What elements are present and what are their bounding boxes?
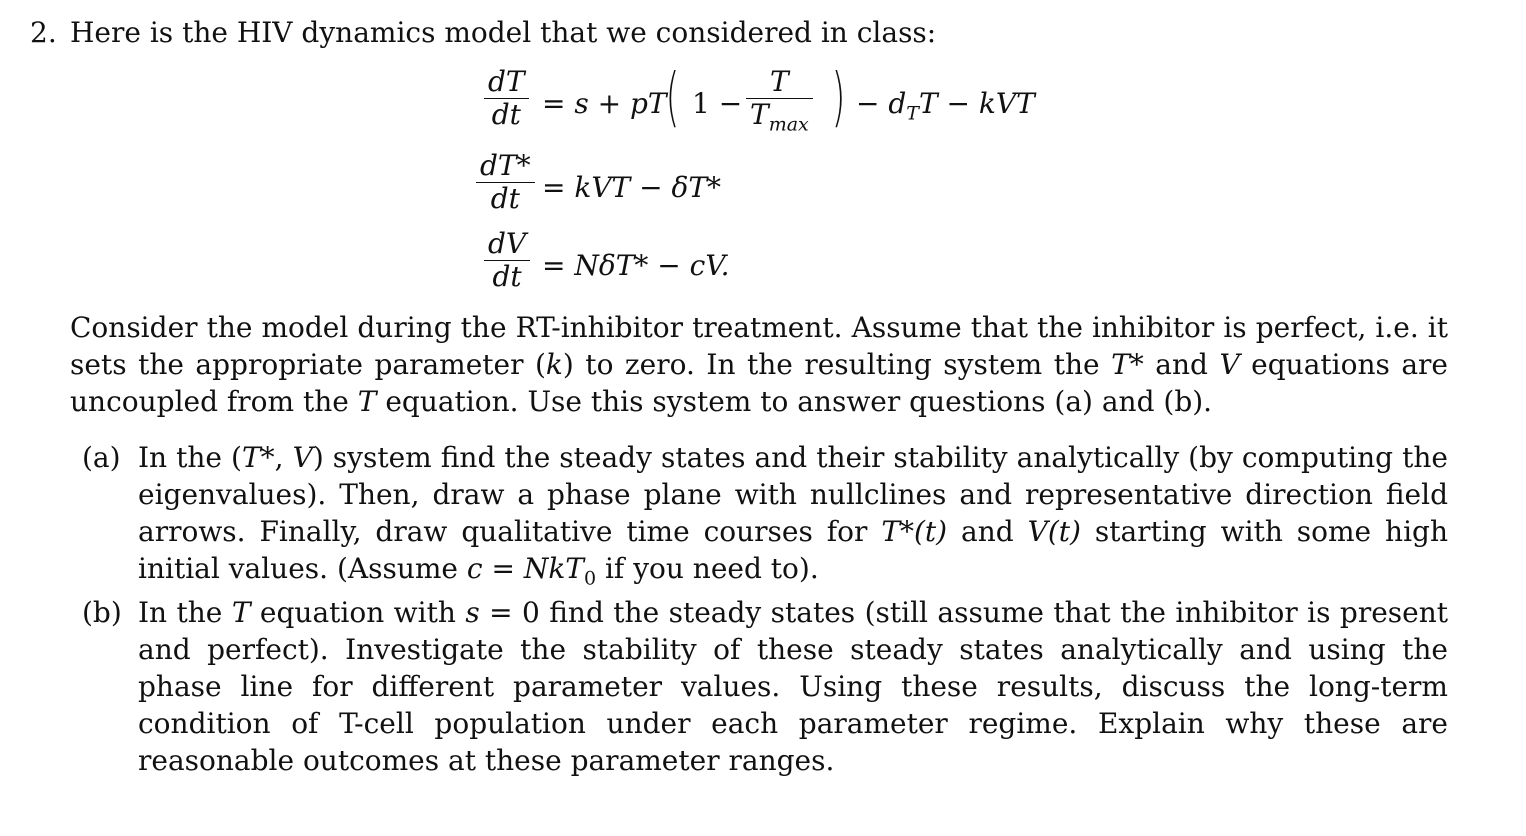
part-b-text: equation with	[250, 596, 466, 629]
eq1-lhs-fraction	[484, 66, 529, 131]
paragraph-text: equations are uncoupled	[70, 348, 1449, 418]
math-s: s	[465, 596, 480, 629]
eq3-rhs: = NδT* − cV.	[542, 249, 730, 282]
paragraph-line-1: Consider the model during the RT-inhibitor treatment. Assume that the inhibitor is perfect, i.e. it sets	[70, 311, 1448, 381]
eq2-lhs-denominator: dt	[490, 182, 520, 215]
math-t: T	[357, 385, 377, 418]
eq1-one-minus: 1 −	[692, 87, 743, 120]
math-k: k	[545, 348, 563, 381]
left-paren: (	[665, 61, 680, 135]
math-sub-0: 0	[583, 567, 597, 590]
part-a	[82, 439, 1448, 590]
question-number: 2.	[30, 16, 57, 49]
eq3-lhs-denominator: dt	[492, 260, 522, 293]
math-v: V	[292, 441, 313, 474]
inner-den-T: T	[750, 98, 769, 131]
eq1-rhs-end	[856, 87, 1035, 125]
eq1-post-sub: T	[906, 102, 919, 125]
eq2-rhs: = kVT − δT*	[542, 171, 722, 204]
paragraph-text: the appropriate parameter (	[138, 348, 546, 381]
right-paren: )	[831, 61, 846, 135]
inner-den-sub: max	[768, 113, 809, 136]
intro-text: Here is the HIV dynamics model that we considered in class:	[70, 16, 937, 49]
part-a-body	[138, 439, 1448, 590]
eq2-lhs-numerator: dT*	[480, 149, 531, 182]
eq1-lhs-denominator: dt	[491, 98, 521, 131]
eq3-lhs-numerator: dV	[488, 227, 527, 260]
part-b-label: (b)	[82, 596, 122, 629]
eq2-lhs-fraction	[476, 150, 535, 215]
paragraph-text: from the	[226, 385, 358, 418]
part-a-label: (a)	[82, 441, 121, 474]
part-a-text: ) system find the steady states and their stability analytically (by computing the eigenvalues). Then, draw a phase plane with nullclines and representative direction field arrows. Finally, draw qualitative time courses for	[138, 441, 1448, 548]
paragraph-text: equation. Use this system to answer questions (a) and (b).	[376, 385, 1213, 418]
eq1-lhs-numerator: dT	[488, 65, 525, 98]
math-v: V	[1219, 348, 1240, 381]
math-t: T	[231, 596, 251, 629]
eq1-rhs-start: = s + pT	[542, 87, 667, 120]
part-b-text: In the	[138, 596, 232, 629]
math-tstar: T*	[1111, 348, 1144, 381]
part-a-text: starting with some high initial values. (Assume	[138, 515, 1448, 585]
question-intro	[30, 14, 936, 51]
part-a-text: ,	[274, 441, 293, 474]
treatment-paragraph	[70, 309, 1448, 420]
eq1-inner-denominator	[746, 98, 813, 136]
eq1-inner-fraction	[746, 65, 813, 136]
paragraph-text: ) to zero. In the resulting system the	[562, 348, 1112, 381]
part-b	[82, 594, 1448, 779]
paragraph-text: and	[1143, 348, 1220, 381]
eq1-post-a: − d	[856, 87, 907, 120]
part-a-text: and	[947, 515, 1028, 548]
eq3-lhs-fraction	[484, 228, 530, 293]
part-a-text: In the (	[138, 441, 242, 474]
part-b-text: = 0 find the steady states (still assume that the inhibitor is present and perfect). Investigate the stability of these steady states analytically and using the phase line for different parameter values. Using these results, discuss the long-term condition of T-cell population under each parameter regime. Explain why these are reasonable outcomes at these parameter ranges.	[138, 596, 1448, 777]
math-tstar-t: T*(t)	[881, 515, 948, 548]
eq1-post-b: T − kVT	[918, 87, 1035, 120]
math-v-t: V(t)	[1027, 515, 1081, 548]
math-c-eq: c = NkT	[466, 552, 584, 585]
math-tstar: T*	[241, 441, 275, 474]
part-b-body	[138, 594, 1448, 779]
part-a-text: if you need to).	[596, 552, 819, 585]
eq1-inner-numerator: T	[770, 65, 789, 98]
